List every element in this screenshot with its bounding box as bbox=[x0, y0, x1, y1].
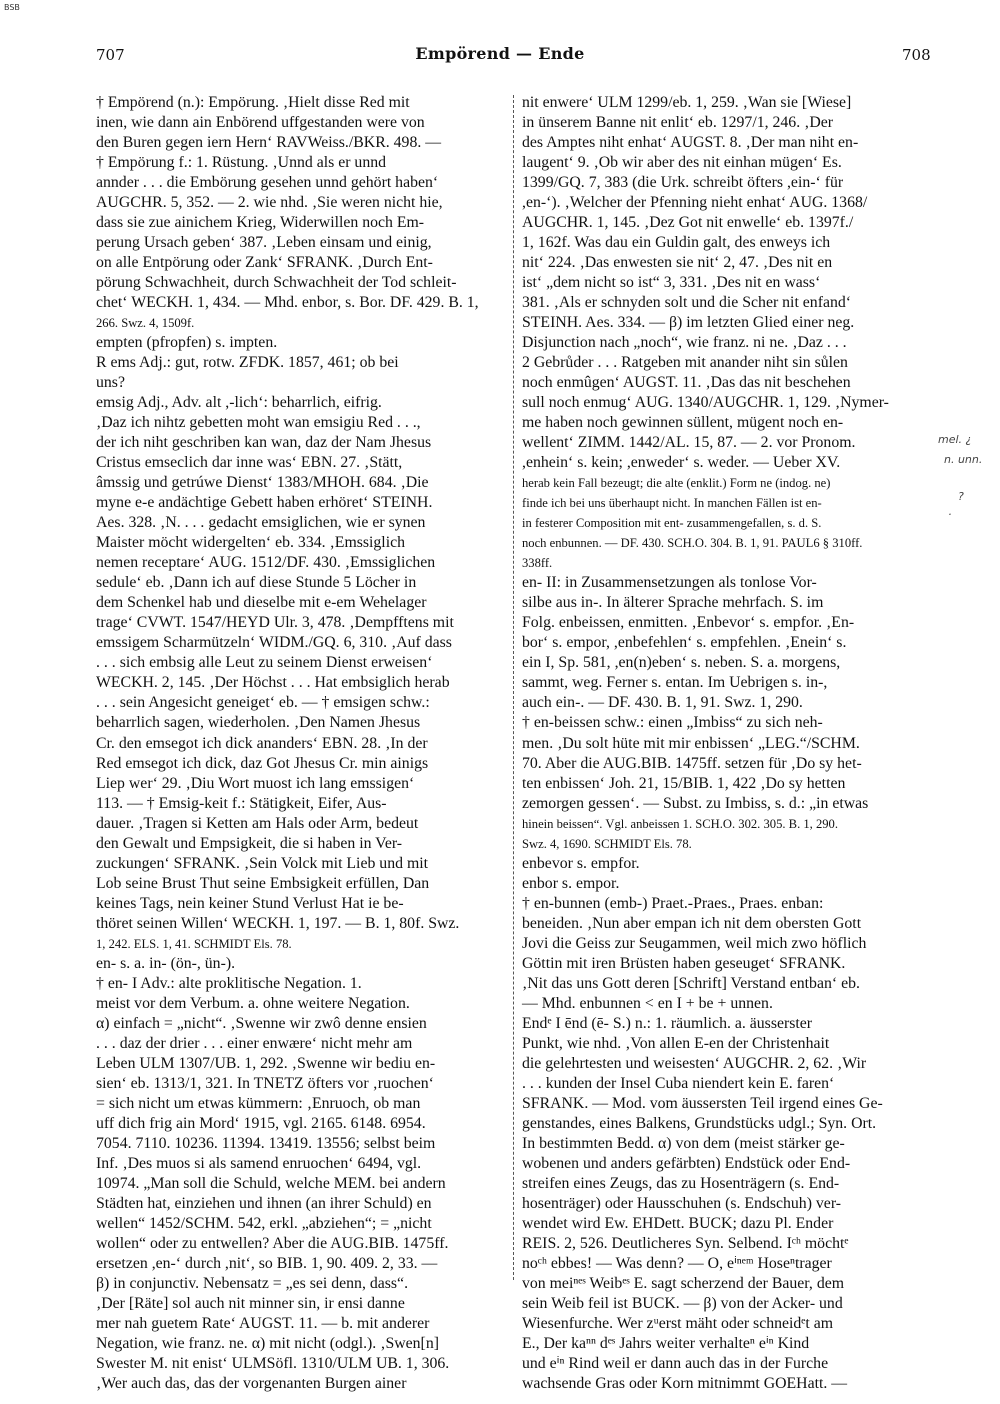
text-line: Liep wer‘ 29. ‚Diu Wort muost ich lang emssigen‘ bbox=[96, 774, 415, 792]
text-line: chet‘ WECKH. 1, 434. — Mhd. enbor, s. Bor. DF. 429. B. 1, bbox=[96, 294, 479, 312]
text-line: hosenträger) oder Hausschuhen (s. Endschuh) ver- bbox=[522, 1194, 842, 1212]
text-line: laugent‘ 9. ‚Ob wir aber des nit einhan mügen‘ Es. bbox=[522, 154, 842, 172]
text-line: REIS. 2, 526. Deutlicheres Syn. Selbend. Iᶜʰ möchtᵉ bbox=[522, 1234, 849, 1252]
text-line: . . . kunden der Insel Cuba niendert kein E. faren‘ bbox=[522, 1074, 835, 1092]
text-line: herab kein Fall bezeugt; die alte (enklit.) Form ne (indog. ne) bbox=[522, 476, 831, 491]
text-line: wendet wird Ew. EHDett. BUCK; dazu Pl. Ender bbox=[522, 1214, 834, 1232]
text-line: ‚Der [Räte] sol auch nit minner sin, ir ensi danne bbox=[96, 1294, 405, 1312]
text-line: sull noch enmug‘ AUG. 1340/AUGCHR. 1, 129. ‚Nymer- bbox=[522, 394, 889, 412]
margin-note: mel. ¿ bbox=[938, 433, 972, 446]
text-line: . . . sich embsig alle Leut zu seinem Dienst erweisen‘ bbox=[96, 654, 433, 672]
text-line: nemen receptare‘ AUG. 1512/DF. 430. ‚Emssiglichen bbox=[96, 554, 436, 572]
text-line: Leben ULM 1307/UB. 1, 292. ‚Swenne wir bediu en- bbox=[96, 1054, 436, 1072]
text-line: ist‘ „dem nicht so ist“ 3, 331. ‚Des nit en wass‘ bbox=[522, 274, 821, 292]
text-line: finde ich bei uns überhaupt nicht. In manchen Fällen ist en- bbox=[522, 496, 822, 511]
text-line: beneiden. ‚Nun aber empan ich nit dem obersten Gott bbox=[522, 914, 862, 932]
text-line: von meiⁿᵉˢ Weibᵉˢ E. sagt scherzend der Bauer, dem bbox=[522, 1274, 845, 1292]
text-line: STEINH. Aes. 334. — β) im letzten Glied einer neg. bbox=[522, 314, 855, 332]
text-line: sammt, weg. Ferner s. entan. Im Uebrigen s. in-, bbox=[522, 674, 828, 692]
margin-note: ? bbox=[958, 490, 964, 503]
text-line: — Mhd. enbunnen < en I + be + unnen. bbox=[522, 994, 773, 1012]
text-line: dauer. ‚Tragen si Ketten am Hals oder Arm, bedeut bbox=[96, 814, 419, 832]
text-line: auch ein-. — DF. 430. B. 1, 91. Swz. 1, 290. bbox=[522, 694, 803, 712]
text-line: den Buren gegen iern Hern‘ RAVWeiss./BKR. 498. — bbox=[96, 134, 442, 152]
text-line: 113. — † Emsig-keit f.: Stätigkeit, Eifer, Aus- bbox=[96, 794, 387, 812]
text-line: âmssig und getrúwe Dienst‘ 1383/MHOH. 684. ‚Die bbox=[96, 474, 429, 492]
text-line: mer nah guetem Rate‘ AUGST. 11. — b. mit anderer bbox=[96, 1314, 430, 1332]
text-line: ‚Nit das uns Gott deren [Schrift] Verstand entban‘ eb. bbox=[522, 974, 860, 992]
text-line: 1, 242. ELS. 1, 41. SCHMIDT Els. 78. bbox=[96, 936, 292, 951]
margin-note: · bbox=[948, 508, 952, 521]
text-line: emssigem Scharmützeln‘ WIDM./GQ. 6, 310. ‚Auf dass bbox=[96, 634, 452, 652]
text-line: enbor s. empor. bbox=[522, 874, 620, 892]
text-line: in festerer Composition mit ent- zusammengefallen, s. d. S. bbox=[522, 516, 822, 531]
text-line: die gelehrtesten und weisesten‘ AUGCHR. 2, 62. ‚Wir bbox=[522, 1054, 867, 1072]
text-line: hinein beissen“. Vgl. anbeissen 1. SCH.O. 302. 305. B. 1, 290. bbox=[522, 816, 838, 831]
text-line: nit enwere‘ ULM 1299/eb. 1, 259. ‚Wan sie [Wiese] bbox=[522, 94, 852, 111]
text-line: † Empörung f.: 1. Rüstung. ‚Unnd als er unnd bbox=[96, 154, 387, 172]
text-line: † en-beissen schw.: einen „Imbiss“ zu sich neh- bbox=[522, 714, 823, 732]
text-line: sien‘ eb. 1313/1, 321. In TNETZ öfters vor ‚ruochen‘ bbox=[96, 1074, 434, 1092]
text-line: 266. Swz. 4, 1509f. bbox=[96, 316, 195, 331]
text-line: 381. ‚Als er schnyden solt und die Scher nit enfand‘ bbox=[522, 294, 852, 312]
text-line: on alle Entpörung oder Zank‘ SFRANK. ‚Durch Ent- bbox=[96, 254, 433, 272]
text-line: SFRANK. — Mod. vom äussersten Teil irgend eines Ge- bbox=[522, 1094, 883, 1112]
text-line: Inf. ‚Des muos si als samend enruochen‘ 6494, vgl. bbox=[96, 1154, 422, 1172]
text-line: zemorgen gessen‘. — Subst. zu Imbiss, s. d.: „in etwas bbox=[522, 794, 869, 812]
text-line: ,enhein‘ s. kein; ,enweder‘ s. weder. — Ueber XV. bbox=[522, 454, 841, 472]
text-line: silbe aus in-. In älterer Sprache mehrfach. S. im bbox=[522, 594, 824, 612]
text-line: Punkt, wie nhd. ‚Von allen E-en der Christenhait bbox=[522, 1034, 830, 1052]
text-line: wellen“ 1452/SCHM. 542, erkl. „abziehen“; = „nicht bbox=[96, 1214, 432, 1232]
text-line: zuckungen‘ SFRANK. ‚Sein Volck mit Lieb und mit bbox=[96, 854, 429, 872]
left-column bbox=[96, 93, 508, 1394]
text-line: 7054. 7110. 10236. 11394. 13419. 13556; selbst beim bbox=[96, 1134, 436, 1152]
text-line: Städten hat, einziehen und ihnen (an ihrer Schuld) en bbox=[96, 1194, 432, 1212]
text-line: ‚Wer auch das, das der vorgenanten Burgen ainer bbox=[96, 1375, 407, 1392]
text-line: In bestimmten Bedd. α) von dem (meist stärker ge- bbox=[522, 1134, 845, 1152]
text-line: enbevor s. empfor. bbox=[522, 854, 640, 872]
text-line: Negation, wie franz. ne. α) mit nicht (odgl.). ‚Swen[n] bbox=[96, 1334, 439, 1352]
text-line: en- II: in Zusammensetzungen als tonlose Vor- bbox=[522, 574, 817, 592]
text-line: Aes. 328. ‚N. . . . gedacht emsiglichen, wie er synen bbox=[96, 514, 426, 532]
text-line: Cr. den emsegot ich dick ananders‘ EBN. 28. ‚In der bbox=[96, 734, 428, 752]
text-line: 10974. „Man soll die Schuld, welche MEM. bei andern bbox=[96, 1174, 446, 1192]
text-line: bor‘ s. empor, ,enbefehlen‘ s. empfehlen. ‚Enein‘ s. bbox=[522, 634, 847, 652]
text-line: wachsende Gras oder Korn mitnimmt GOEHatt. — bbox=[522, 1375, 848, 1392]
text-line: β) in conjunctiv. Nebensatz = „es sei denn, dass“. bbox=[96, 1274, 409, 1292]
text-line: men. ‚Du solt hüte mit mir enbissen‘ „LEG.“/SCHM. bbox=[522, 734, 860, 752]
text-line: den Gewalt und Empsigkeit, die si haben in Ver- bbox=[96, 834, 403, 852]
text-line: uns? bbox=[96, 374, 125, 392]
right-column bbox=[522, 93, 932, 1394]
column-divider bbox=[513, 95, 514, 1280]
text-line: wobenen und anders gefärbten) Endstück oder End- bbox=[522, 1154, 851, 1172]
text-line: . . . sein Angesicht geneiget‘ eb. — † emsigen schw.: bbox=[96, 694, 430, 712]
margin-note: n. unn. bbox=[944, 453, 983, 466]
text-line: dass sie zue ainichem Krieg, Widerwillen noch Em- bbox=[96, 214, 425, 232]
text-line: . . . daz der drier . . . einer enwære‘ nicht mehr am bbox=[96, 1034, 413, 1052]
text-line: uff dich frig ain Mord‘ 1915, vgl. 2165. 6148. 6954. bbox=[96, 1114, 426, 1132]
text-line: meist vor dem Verbum. a. ohne weitere Negation. bbox=[96, 994, 410, 1012]
text-line: AUGCHR. 1, 145. ‚Dez Got nit enwelle‘ eb. 1397f./ bbox=[522, 214, 854, 232]
text-line: dem Schenkel hab und dieselbe mit e-em Wehelager bbox=[96, 594, 427, 612]
text-line: emsig Adj., Adv. alt ,-lich‘: beharrlich, eifrig. bbox=[96, 394, 382, 412]
text-line: Swester M. nit enist‘ ULMSöfl. 1310/ULM UB. 1, 306. bbox=[96, 1354, 450, 1372]
text-line: noᶜʰ ebbes! — Was denn? — O, eⁱⁿᵉᵐ Hoseⁿtrager bbox=[522, 1254, 832, 1272]
text-line: thöret seinen Willen‘ WECKH. 1, 197. — B. 1, 80f. Swz. bbox=[96, 914, 460, 932]
text-line: pörung Schwachheit, durch Schwachheit der Tod schleit- bbox=[96, 274, 457, 292]
text-line: streifen eines Zeugs, das zu Hosenträgern (s. End- bbox=[522, 1174, 840, 1192]
text-line: α) einfach = „nicht“. ‚Swenne wir zwô denne ensien bbox=[96, 1014, 427, 1032]
text-line: WECKH. 2, 145. ‚Der Höchst . . . Hat embsiglich herab bbox=[96, 674, 450, 692]
text-line: R ems Adj.: gut, rotw. ZFDK. 1857, 461; ob bei bbox=[96, 354, 399, 372]
text-line: = sich nicht um etwas kümmern: ‚Enruoch, ob man bbox=[96, 1094, 421, 1112]
text-line: sein Weib feil ist BUCK. — β) von der Acker- und bbox=[522, 1294, 843, 1312]
text-line: 2 Gebrůder . . . Ratgeben mit anander niht sin sůlen bbox=[522, 354, 848, 372]
text-line: Wiesenfurche. Wer zᵘerst mäht oder schneidᵉt am bbox=[522, 1314, 833, 1332]
text-line: 70. Aber die AUG.BIB. 1475ff. setzen für ‚Do sy het- bbox=[522, 754, 862, 772]
text-line: ersetzen ,en-‘ durch ,nit‘, so BIB. 1, 90. 409. 2, 33. — bbox=[96, 1254, 438, 1272]
library-stamp: BSB bbox=[4, 3, 20, 12]
text-line: Jovi die Geiss zur Seugammen, weil mich zwo höflich bbox=[522, 934, 867, 952]
page-number-left: 707 bbox=[96, 46, 125, 64]
text-line: nit‘ 224. ‚Das enwesten sie nit‘ 2, 47. ‚Des nit en bbox=[522, 254, 833, 272]
text-line: † en-bunnen (emb-) Praet.-Praes., Praes. enban: bbox=[522, 894, 824, 912]
text-line: sedule‘ eb. ‚Dann ich auf diese Stunde 5 Löcher in bbox=[96, 574, 417, 592]
running-head: Empörend — Ende bbox=[415, 44, 585, 63]
text-line: in ünserem Banne nit enlit‘ eb. 1297/1, 246. ‚Der bbox=[522, 114, 834, 132]
text-line: myne e-e andächtige Gebett haben erhöret‘ STEINH. bbox=[96, 494, 433, 512]
text-line: genstandes, eines Balkens, Grundstücks udgl.; Syn. Ort. bbox=[522, 1114, 877, 1132]
text-line: † en- I Adv.: alte proklitische Negation. 1. bbox=[96, 974, 362, 992]
text-line: Red emsegot ich dick, daz Got Jhesus Cr. min ainigs bbox=[96, 754, 429, 772]
text-line: Endᵉ I ēnd (ē- S.) n.: 1. räumlich. a. äusserster bbox=[522, 1014, 813, 1032]
text-line: perung Ursach geben‘ 387. ‚Leben einsam und einig, bbox=[96, 234, 432, 252]
text-line: 338ff. bbox=[522, 556, 553, 571]
text-line: ten enbissen‘ Joh. 21, 15/BIB. 1, 422 ‚Do sy hetten bbox=[522, 774, 846, 792]
text-line: Göttin mit iren Brüsten haben geseuget‘ SFRANK. bbox=[522, 954, 846, 972]
text-line: des Amptes niht enhat‘ AUGST. 8. ‚Der man niht en- bbox=[522, 134, 859, 152]
page-number-right: 708 bbox=[902, 46, 931, 64]
text-line: noch enbunnen. — DF. 430. SCH.O. 304. B. 1, 91. PAUL6 § 310ff. bbox=[522, 536, 863, 551]
text-line: en- s. a. in- (ön-, ün-). bbox=[96, 954, 236, 972]
text-line: trage‘ CVWT. 1547/HEYD Ulr. 3, 478. ‚Dempfftens mit bbox=[96, 614, 454, 632]
text-line: annder . . . die Embörung gesehen unnd gehört haben‘ bbox=[96, 174, 439, 192]
text-line: Swz. 4, 1690. SCHMIDT Els. 78. bbox=[522, 836, 692, 851]
text-line: Lob seine Brust Thut seine Embsigkeit erfüllen, Dan bbox=[96, 874, 430, 892]
text-line: me haben noch gewinnen süllent, mügent noch en- bbox=[522, 414, 844, 432]
text-line: Folg. enbeissen, enmitten. ‚Enbevor‘ s. empfor. ‚En- bbox=[522, 614, 855, 632]
text-line: beharrlich sagen, wiederholen. ‚Den Namen Jhesus bbox=[96, 714, 421, 732]
text-line: empten (pfropfen) s. impten. bbox=[96, 334, 278, 352]
text-line: und eⁱⁿ Rind weil er dann auch das in der Furche bbox=[522, 1354, 829, 1372]
text-line: Cristus emseclich dar inne was‘ EBN. 27. ‚Stätt, bbox=[96, 454, 403, 472]
text-line: ‚Daz ich nihtz gebetten moht wan emsigiu Red . . ., bbox=[96, 414, 421, 432]
text-line: Disjunction nach „noch“, wie franz. ni ne. ‚Daz . . . bbox=[522, 334, 847, 352]
text-line: AUGCHR. 5, 352. — 2. wie nhd. ‚Sie weren nicht hie, bbox=[96, 194, 443, 212]
text-line: wollen“ oder zu entwellen? Aber die AUG.BIB. 1475ff. bbox=[96, 1234, 449, 1252]
text-line: inen, wie dann ain Enbörend uffgestanden were von bbox=[96, 114, 425, 132]
text-line: keines Tags, nein keiner Stund Verlust Hat ie be- bbox=[96, 894, 404, 912]
text-line: E., Der kaⁿⁿ dᵉˢ Jahrs weiter verhalteⁿ eⁱⁿ Kind bbox=[522, 1334, 810, 1352]
text-line: 1, 162f. Was dau ein Guldin galt, des enweys ich bbox=[522, 234, 831, 252]
text-line: ,en-‘). ‚Welcher der Pfenning nieht enhat‘ AUG. 1368/ bbox=[522, 194, 868, 212]
text-line: noch enmûgen‘ AUGST. 11. ‚Das das nit beschehen bbox=[522, 374, 851, 392]
text-line: wellent‘ ZIMM. 1442/AL. 15, 87. — 2. vor Pronom. bbox=[522, 434, 856, 452]
text-line: Maister möcht widergelten‘ eb. 334. ‚Emssiglich bbox=[96, 534, 405, 552]
text-line: 1399/GQ. 7, 383 (die Urk. schreibt öfters ,ein-‘ für bbox=[522, 174, 844, 192]
text-line: ein I, Sp. 581, ,en(n)eben‘ s. neben. S. a. morgens, bbox=[522, 654, 841, 672]
text-line: der ich niht geschriben kan wan, daz der Nam Jhesus bbox=[96, 434, 432, 452]
text-line: † Empörend (n.): Empörung. ‚Hielt disse Red mit bbox=[96, 94, 410, 111]
